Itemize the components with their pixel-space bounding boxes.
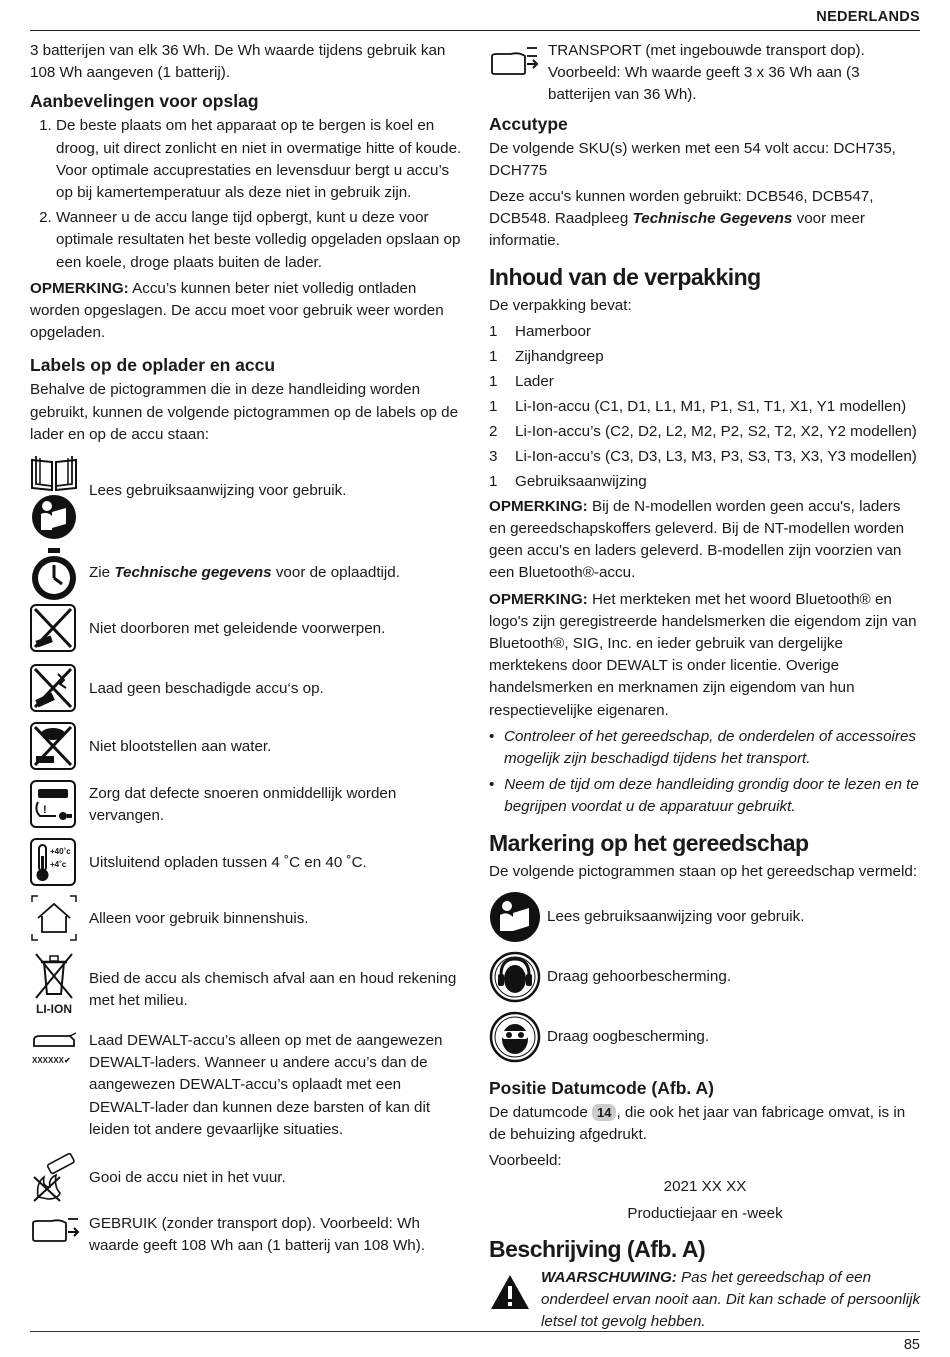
package-note-2: OPMERKING: Het merkteken met het woord Bluetooth® en logo's zijn geregistreerde handelsmerken die eigendom zijn van Bluetooth®, SIG, Inc. en ieder gebruik van dergelijke merktekens door DEWALT is onder licentie. Overige handelsmerken en merknamen zijn eigendom van hun respectievelijke eigenaren. [489, 590, 917, 719]
list-item: 2 Li-Ion-accu’s (C2, D2, L2, M2, P2, S2, T2, X2, Y2 modellen) [489, 422, 917, 440]
transport-battery-icon [489, 40, 539, 100]
list-item: 1 Hamerboor [489, 322, 591, 340]
icon-row-no-damaged [30, 664, 462, 714]
no-damaged-battery-icon [30, 664, 78, 714]
warning-block [489, 1267, 921, 1334]
icon-row-usage [30, 1213, 462, 1263]
package-note-1: OPMERKING: Bij de N-modellen worden geen accu's, laders en gereedschapskoffers geleverd. Bij de NT-modellen worden geen accu's en laders geleverd. B-modellen zijn voorzien van een Bluetooth®-accu. [489, 497, 905, 582]
description-heading: Beschrijving (Afb. A) [489, 1235, 706, 1262]
marking-text: Lees gebruiksaanwijzing voor gebruik. [547, 907, 805, 925]
icon-row-no-probe [30, 604, 462, 654]
storage-item: 1. De beste plaats om het apparaat op te bergen is koel en droog, uit direct zonlicht en niet in overmatige hitte of koude. Voor optimale accuprestaties en levensduur bergt u accu’s op bij kamertemperatuur als deze niet in gebruik zijn. [56, 115, 462, 204]
marking-hearing [489, 951, 921, 1003]
marking-eye [489, 1011, 921, 1063]
datecode-badge: 14 [592, 1104, 616, 1121]
left-column [30, 40, 462, 1269]
list-item: 1 Gebruiksaanwijzing [489, 472, 647, 490]
list-item: 1 Li-Ion-accu (C1, D1, L1, M1, P1, S1, T1, X1, Y1 modellen) [489, 397, 907, 415]
page-number: 85 [903, 1337, 920, 1353]
icon-text: Zie Technische gegevens voor de oplaadtijd. [89, 563, 400, 581]
icon-row-cords [30, 780, 462, 830]
icon-row-charge-time [30, 548, 462, 598]
labels-heading: Labels op de oplader en accu [30, 355, 276, 376]
icon-row-dewalt-only [30, 1030, 462, 1141]
language-header: NEDERLANDS [816, 9, 920, 25]
house-icon [30, 894, 78, 944]
icon-text: Alleen voor gebruik binnenshuis. [89, 909, 309, 927]
book-icon [30, 454, 78, 540]
no-probe-icon [30, 604, 78, 654]
icon-text: Laad DEWALT-accu’s alleen op met de aangewezen DEWALT-laders. Wanneer u andere accu’s dan de aangewezen DEWALT-accu’s oplaadt met een DEWALT-lader dan kunnen deze barsten of kan dit leiden tot andere gevaarlijke situaties. [89, 1032, 443, 1138]
icon-text: Niet blootstellen aan water. [89, 737, 272, 755]
usage-battery-icon [30, 1213, 78, 1263]
package-heading: Inhoud van de verpakking [489, 263, 761, 290]
battery-label-icon [30, 1030, 78, 1080]
warning-text: WAARSCHUWING: Pas het gereedschap of een onderdeel ervan nooit aan. Dit kan schade of persoonlijk letsel tot gevolg hebben. [541, 1268, 921, 1331]
icon-row-temp [30, 838, 462, 888]
li-ion-label: LI-ION [36, 1002, 72, 1017]
right-column [489, 40, 921, 1334]
xxxxxx-label: XXXXXX✔ [32, 1056, 71, 1066]
labels-intro: Behalve de pictogrammen die in deze handleiding worden gebruikt, kunnen de volgende pictogrammen op de labels op de lader en op de accu staan: [30, 381, 459, 443]
svg-text:+4˚c: +4˚c [50, 860, 67, 870]
svg-text:+40˚c: +40˚c [50, 847, 71, 857]
icon-row-indoor [30, 894, 462, 944]
svg-text:!: ! [43, 804, 47, 817]
stopwatch-icon [30, 548, 78, 598]
icon-text: Zorg dat defecte snoeren onmiddellijk worden vervangen. [89, 784, 397, 825]
package-list [489, 321, 921, 493]
list-item: 1 Zijhandgreep [489, 347, 604, 365]
header-rule [30, 30, 920, 31]
no-fire-icon [30, 1153, 78, 1203]
list-item: 3 Li-Ion-accu’s (C3, D3, L3, M3, P3, S3, T3, X3, Y3 modellen) [489, 447, 917, 465]
cord-warning-icon [30, 780, 78, 830]
datecode-heading: Positie Datumcode (Afb. A) [489, 1077, 714, 1098]
eye-protection-icon [489, 1011, 541, 1063]
example-label: Voorbeeld: [489, 1152, 562, 1170]
package-intro: De verpakking bevat: [489, 296, 632, 314]
note-text: Accu’s kunnen beter niet volledig ontladen worden opgeslagen. De accu moet voor gebruik weer worden opgeladen. [30, 279, 444, 342]
icon-text: Uitsluitend opladen tussen 4 ˚C en 40 ˚C. [89, 853, 367, 871]
marking-intro: De volgende pictogrammen staan op het gereedschap vermeld: [489, 862, 918, 880]
icon-text: Laad geen beschadigde accu‘s op. [89, 679, 324, 697]
accutype-sku: De volgende SKU(s) werken met een 54 volt accu: DCH735, DCH775 [489, 139, 896, 179]
example-code: 2021 XX XX [663, 1178, 747, 1196]
marking-heading: Markering op het gereedschap [489, 829, 809, 856]
icon-row-no-fire [30, 1153, 462, 1203]
marking-text: Draag gehoorbescherming. [547, 967, 732, 985]
warning-icon [489, 1273, 531, 1313]
read-manual-icon [489, 891, 541, 943]
bullet-item: • Controleer of het gereedschap, de onderdelen of accessoires mogelijk zijn beschadigd tijdens het transport. [489, 727, 917, 768]
storage-heading: Aanbevelingen voor opslag [30, 91, 259, 112]
list-item: 1 Lader [489, 372, 554, 390]
example-caption: Productiejaar en -week [627, 1204, 783, 1222]
icon-row-transport [489, 40, 921, 107]
bullet-item: • Neem de tijd om deze handleiding grondig door te lezen en te begrijpen voordat u de apparatuur gebruikt. [489, 776, 919, 816]
storage-list [30, 115, 462, 273]
note-label: OPMERKING: [30, 279, 129, 297]
thermometer-icon [30, 838, 78, 888]
crossed-bin-icon [30, 950, 78, 1018]
marking-text: Draag oogbescherming. [547, 1027, 710, 1045]
ear-protection-icon [489, 951, 541, 1003]
icon-row-recycle [30, 950, 462, 1018]
icon-text: GEBRUIK (zonder transport dop). Voorbeeld: Wh waarde geeft 108 Wh aan (1 batterij van 108 Wh). [89, 1215, 426, 1255]
icon-row-read-manual [30, 454, 462, 540]
icon-text: Lees gebruiksaanwijzing voor gebruik. [89, 482, 347, 500]
intro-paragraph: 3 batterijen van elk 36 Wh. De Wh waarde tijdens gebruik kan 108 Wh aangeven (1 batterij). [30, 42, 446, 82]
icon-text: Bied de accu als chemisch afval aan en houd rekening met het milieu. [89, 970, 457, 1010]
accutype-batteries: Deze accu's kunnen worden gebruikt: DCB546, DCB547, DCB548. Raadpleeg Technische Gegevens voor meer informatie. [489, 188, 874, 250]
storage-item: 2. Wanneer u de accu lange tijd opbergt, kunt u deze voor optimale resultaten het beste volledig opgeladen opslaan op een koele, droge plaats buiten de lader. [56, 207, 462, 274]
marking-read-manual [489, 891, 921, 943]
footer-rule [30, 1331, 920, 1332]
icon-text: Gooi de accu niet in het vuur. [89, 1168, 286, 1186]
datecode-paragraph: De datumcode 14 , die ook het jaar van fabricage omvat, is in de behuizing afgedrukt. [489, 1103, 906, 1144]
icon-text: Niet doorboren met geleidende voorwerpen. [89, 619, 386, 637]
icon-row-no-water [30, 722, 462, 772]
storage-note [30, 278, 462, 345]
transport-text: TRANSPORT (met ingebouwde transport dop). Voorbeeld: Wh waarde geeft 3 x 36 Wh aan (3 batterijen van 36 Wh). [548, 42, 865, 104]
manual-icons [30, 454, 78, 540]
accutype-heading: Accutype [489, 113, 568, 134]
no-water-icon [30, 722, 78, 772]
